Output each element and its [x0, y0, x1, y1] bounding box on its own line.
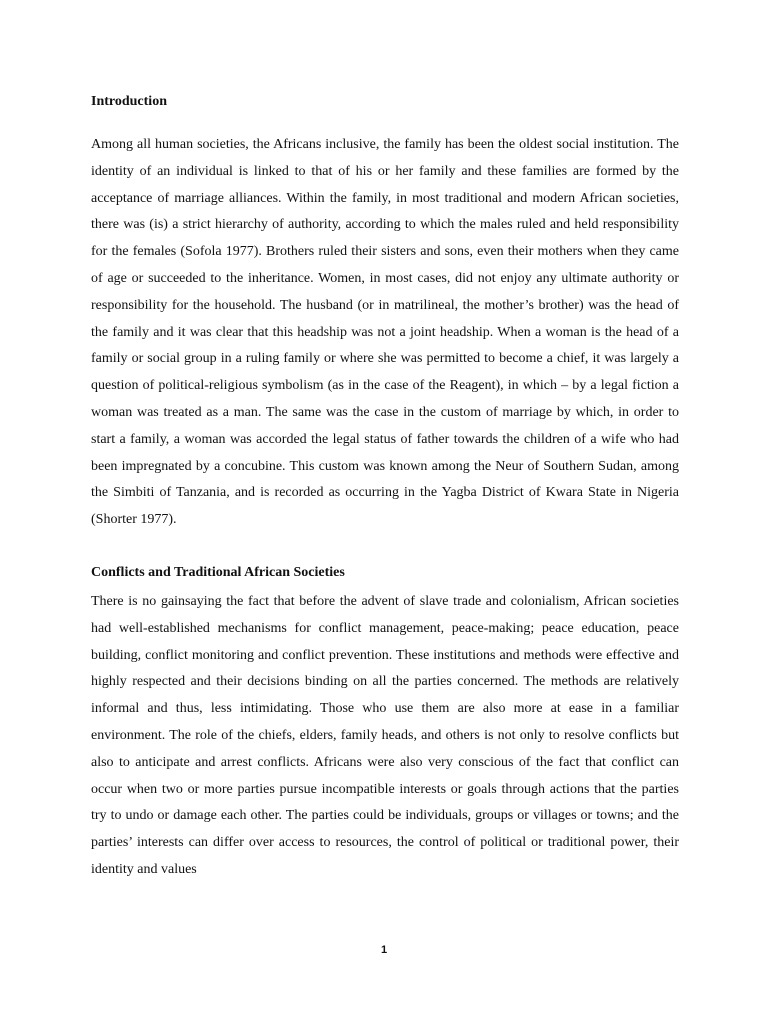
section-body-conflicts: There is no gainsaying the fact that before the advent of slave trade and colonialism, African societies had well-established mechanisms for conflict management, peace-making; peace education, peace building, conflict monitoring and conflict prevention. These institutions and methods were effective and highly respected and their decisions binding on all the parties concerned. The methods are relatively informal and thus, less intimidating. Those who use them are also more at ease in a familiar environment. The role of the chiefs, elders, family heads, and others is not only to resolve conflicts but also to anticipate and arrest conflicts. Africans were also very conscious of the fact that conflict can occur when two or more parties pursue incompatible interests or goals through actions that the parties try to undo or damage each other. The parties could be individuals, groups or villages or towns; and the parties’ interests can differ over access to resources, the control of political or traditional power, their identity and values	[91, 593, 679, 877]
page-number: 1	[380, 944, 388, 956]
document-page	[91, 92, 679, 884]
section-heading-conflicts: Conflicts and Traditional African Societies	[91, 564, 345, 580]
section-body-introduction: Among all human societies, the Africans inclusive, the family has been the oldest social institution. The identity of an individual is linked to that of his or her family and these families are formed by the acceptance of marriage alliances. Within the family, in most traditional and modern African societies, there was (is) a strict hierarchy of authority, according to which the males ruled and held responsibility for the females (Sofola 1977). Brothers ruled their sisters and sons, even their mothers when they came of age or succeeded to the inheritance. Women, in most cases, did not enjoy any ultimate authority or responsibility for the household. The husband (or in matrilineal, the mother’s brother) was the head of the family and it was clear that this headship was not a joint headship. When a woman is the head of a family or social group in a ruling family or where she was permitted to become a chief, it was largely a question of political-religious symbolism (as in the case of the Reagent), in which – by a legal fiction a woman was treated as a man. The same was the case in the custom of marriage by which, in order to start a family, a woman was accorded the legal status of father towards the children of a wife who had been impregnated by a concubine. This custom was known among the Neur of Southern Sudan, among the Simbiti of Tanzania, and is recorded as occurring in the Yagba District of Kwara State in Nigeria (Shorter 1977).	[91, 137, 679, 528]
section-heading-introduction: Introduction	[91, 94, 167, 109]
